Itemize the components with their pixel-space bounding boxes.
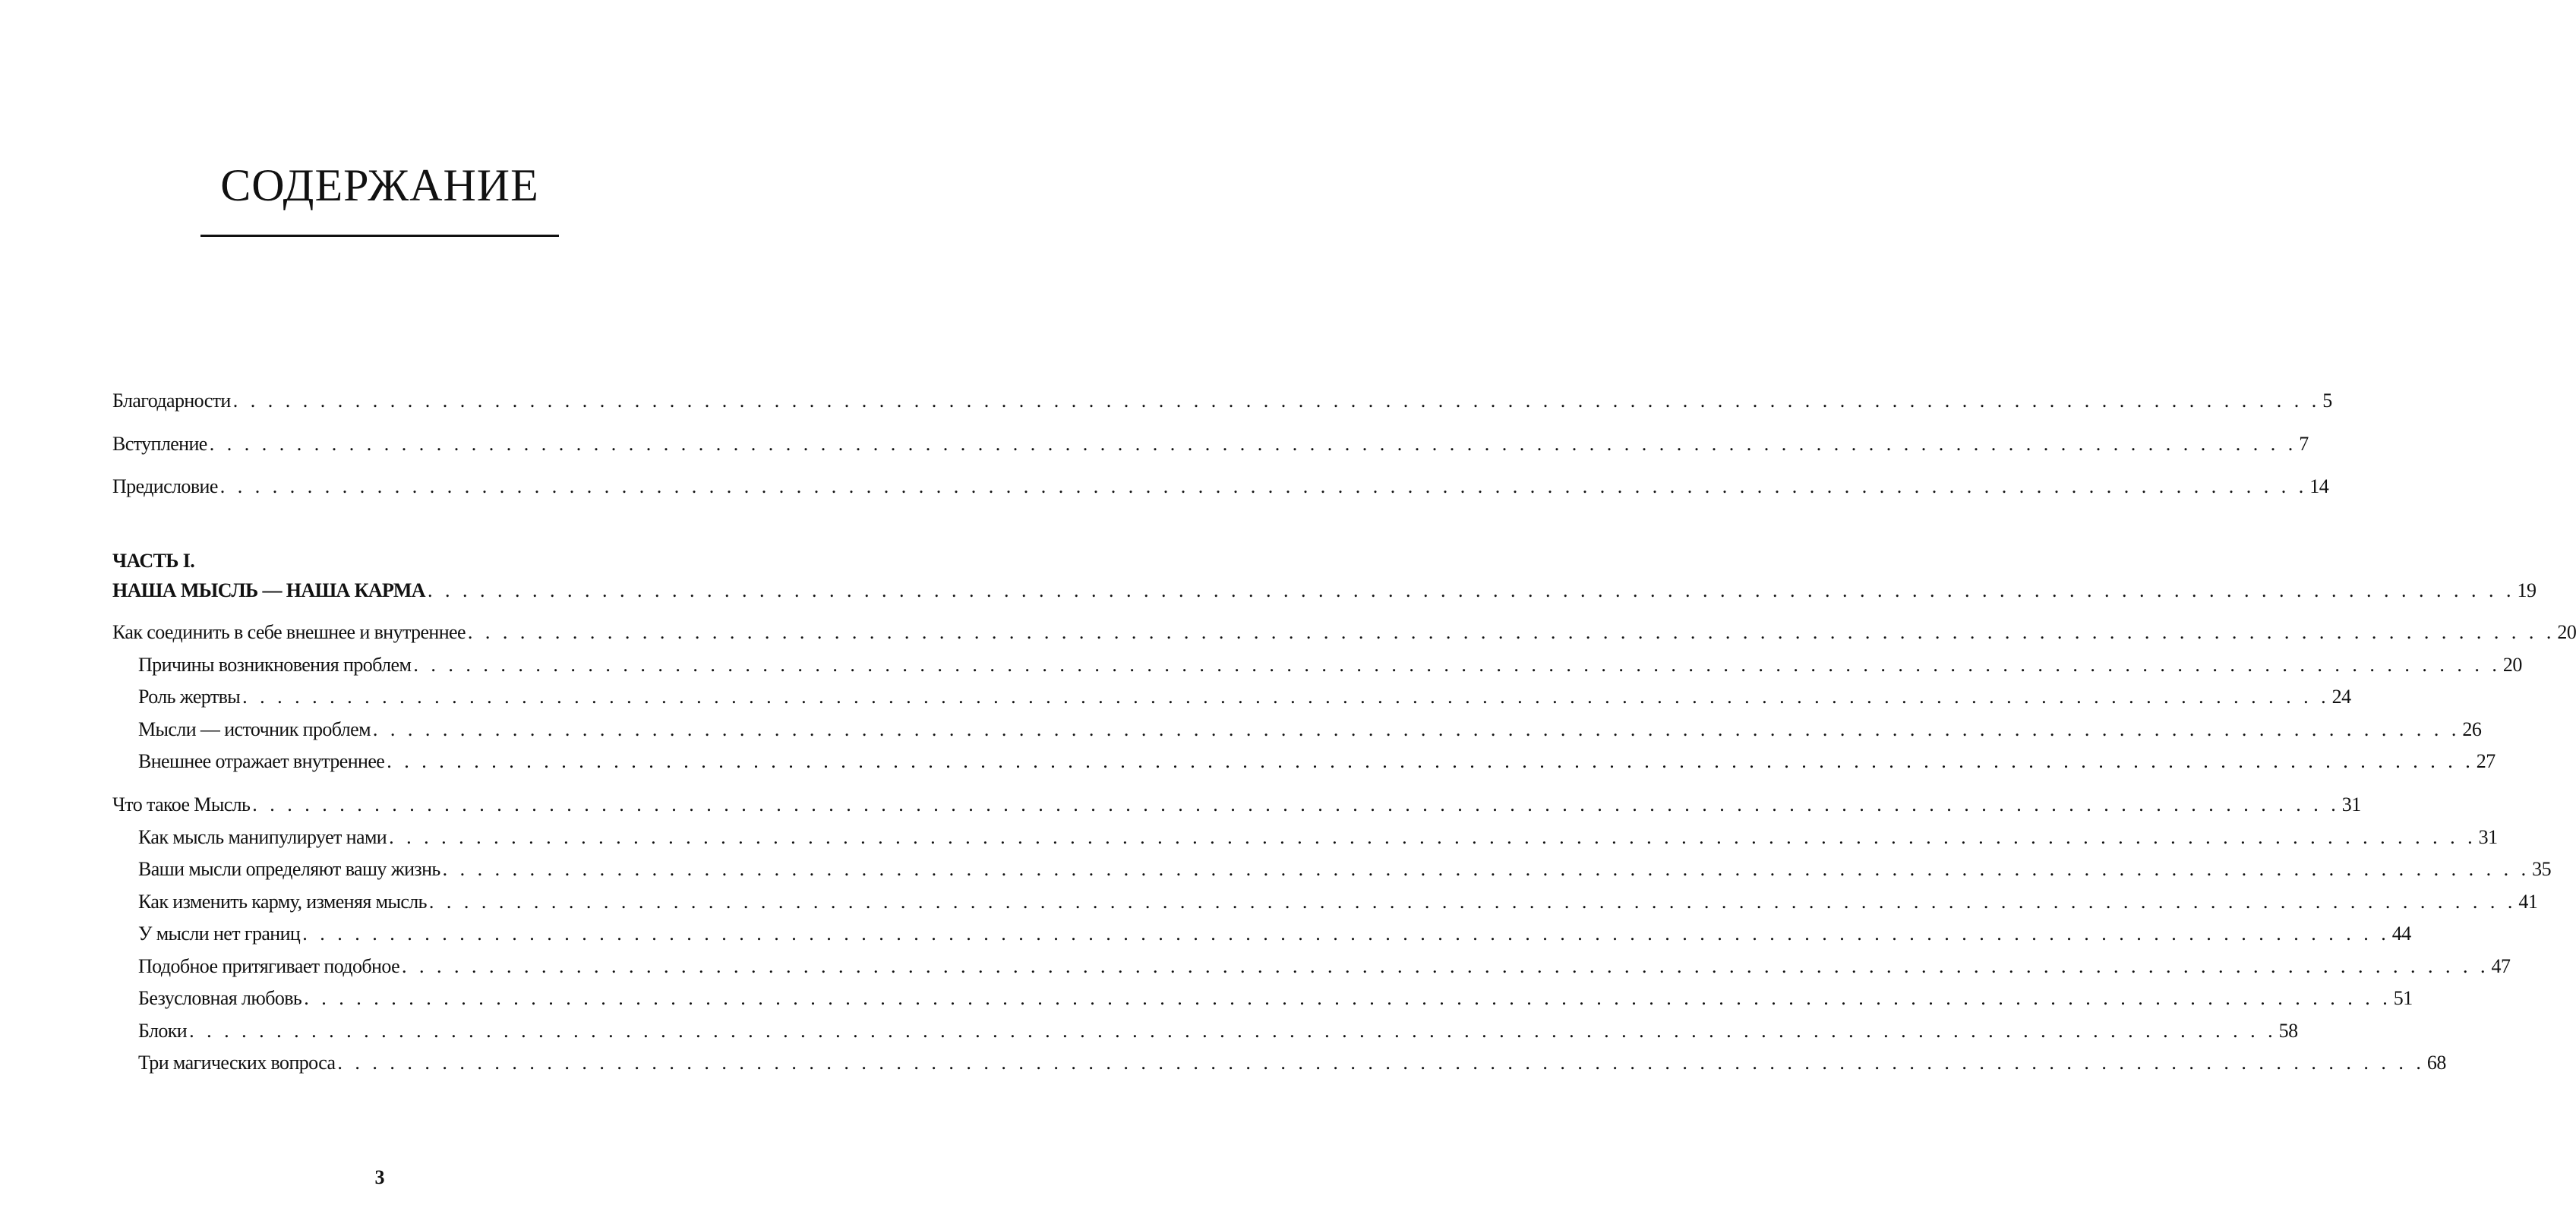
- toc-entry-title: Как соединить в себе внешнее и внутреннее: [112, 621, 466, 643]
- toc-entry-title: Три магических вопроса: [138, 1052, 336, 1074]
- toc-entry-page: 31: [2478, 825, 2498, 848]
- dot-leader: . . . . . . . . . . . . . . . . . . . . . . . . . . . . . . . . . . . . . . . . . . . . . . . . . . . . . . . . . . . . . . . . . . . . . . . . . . . . . . . . . . . . . . . . . . . . . . . . . . . . . . . . . . . . . . . . . . . . . . . .: [209, 433, 2297, 455]
- toc-entry-title: Как изменить карму, изменяя мысль: [138, 890, 427, 913]
- toc-entry[interactable]: [138, 856, 2552, 882]
- dot-leader: . . . . . . . . . . . . . . . . . . . . . . . . . . . . . . . . . . . . . . . . . . . . . . . . . . . . . . . . . . . . . . . . . . . . . . . . . . . . . . . . . . . . . . . . . . . . . . . . . . . . . . . . . . . . . . . . . . . . . . . .: [242, 686, 2330, 708]
- toc-entry-title: Мысли — источник проблем: [138, 718, 371, 740]
- toc-entry-page: 7: [2299, 433, 2309, 455]
- dot-leader: . . . . . . . . . . . . . . . . . . . . . . . . . . . . . . . . . . . . . . . . . . . . . . . . . . . . . . . . . . . . . . . . . . . . . . . . . . . . . . . . . . . . . . . . . . . . . . . . . . . . . . . . . . . . . . . . . . . . . . . .: [389, 825, 2477, 848]
- toc-entry-page: 51: [2393, 987, 2413, 1009]
- dot-leader: . . . . . . . . . . . . . . . . . . . . . . . . . . . . . . . . . . . . . . . . . . . . . . . . . . . . . . . . . . . . . . . . . . . . . . . . . . . . . . . . . . . . . . . . . . . . . . . . . . . . . . . . . . . . . . . . . . . . . . . .: [467, 621, 2555, 643]
- toc-entry-page: 31: [2341, 793, 2361, 815]
- toc-entry-page: 47: [2491, 954, 2511, 977]
- toc-entry[interactable]: [138, 889, 2538, 915]
- toc-entry-title: Что такое Мысль: [112, 793, 251, 815]
- toc-entry-page: 20: [2557, 621, 2576, 643]
- part-number: ЧАСТЬ I.: [112, 550, 195, 572]
- toc-entry-page: 27: [2476, 750, 2496, 772]
- toc-entry-page: 20: [2502, 653, 2522, 676]
- toc-entry[interactable]: [138, 954, 2511, 979]
- toc-entry-title: Безусловная любовь: [138, 987, 302, 1009]
- page-number: 3: [374, 1166, 385, 1188]
- toc-entry-page: 26: [2462, 718, 2482, 740]
- toc-entry[interactable]: [112, 474, 2329, 500]
- toc-entry-title: Внешнее отражает внутреннее: [138, 750, 385, 772]
- toc-entry[interactable]: [138, 1018, 2298, 1044]
- dot-leader: . . . . . . . . . . . . . . . . . . . . . . . . . . . . . . . . . . . . . . . . . . . . . . . . . . . . . . . . . . . . . . . . . . . . . . . . . . . . . . . . . . . . . . . . . . . . . . . . . . . . . . . . . . . . . . . . . . . . . . . .: [442, 858, 2530, 880]
- dot-leader: . . . . . . . . . . . . . . . . . . . . . . . . . . . . . . . . . . . . . . . . . . . . . . . . . . . . . . . . . . . . . . . . . . . . . . . . . . . . . . . . . . . . . . . . . . . . . . . . . . . . . . . . . . . . . . . . . . . . . . . .: [372, 718, 2461, 740]
- toc-entry-title: Роль жертвы: [138, 686, 241, 708]
- toc-entry-page: 41: [2518, 890, 2538, 913]
- dot-leader: . . . . . . . . . . . . . . . . . . . . . . . . . . . . . . . . . . . . . . . . . . . . . . . . . . . . . . . . . . . . . . . . . . . . . . . . . . . . . . . . . . . . . . . . . . . . . . . . . . . . . . . . . . . . . . . . . . . . . . . .: [387, 750, 2474, 772]
- dot-leader: . . . . . . . . . . . . . . . . . . . . . . . . . . . . . . . . . . . . . . . . . . . . . . . . . . . . . . . . . . . . . . . . . . . . . . . . . . . . . . . . . . . . . . . . . . . . . . . . . . . . . . . . . . . . . . . . . . . . . . . .: [337, 1052, 2425, 1074]
- toc-entry-title: У мысли нет границ: [138, 923, 301, 945]
- toc-entry[interactable]: [112, 431, 2309, 457]
- toc-entry[interactable]: [138, 825, 2498, 850]
- dot-leader: . . . . . . . . . . . . . . . . . . . . . . . . . . . . . . . . . . . . . . . . . . . . . . . . . . . . . . . . . . . . . . . . . . . . . . . . . . . . . . . . . . . . . . . . . . . . . . . . . . . . . . . . . . . . . . . . . . . . . . . .: [427, 579, 2515, 601]
- toc-entry-page: 44: [2391, 923, 2411, 945]
- toc-entry-title: Блоки: [138, 1019, 188, 1042]
- toc-entry[interactable]: [112, 620, 2576, 645]
- toc-entry-page: 14: [2309, 475, 2329, 497]
- toc-entry-title: Как мысль манипулирует нами: [138, 825, 387, 848]
- toc-entry[interactable]: [138, 652, 2522, 678]
- toc-entry-page: 35: [2532, 858, 2552, 880]
- dot-leader: . . . . . . . . . . . . . . . . . . . . . . . . . . . . . . . . . . . . . . . . . . . . . . . . . . . . . . . . . . . . . . . . . . . . . . . . . . . . . . . . . . . . . . . . . . . . . . . . . . . . . . . . . . . . . . . . . . . . . . . .: [232, 390, 2321, 412]
- toc-entry[interactable]: [138, 1050, 2446, 1076]
- toc-entry[interactable]: [138, 749, 2496, 774]
- dot-leader: . . . . . . . . . . . . . . . . . . . . . . . . . . . . . . . . . . . . . . . . . . . . . . . . . . . . . . . . . . . . . . . . . . . . . . . . . . . . . . . . . . . . . . . . . . . . . . . . . . . . . . . . . . . . . . . . . . . . . . . .: [304, 987, 2391, 1009]
- toc-entry[interactable]: [138, 986, 2413, 1011]
- dot-leader: . . . . . . . . . . . . . . . . . . . . . . . . . . . . . . . . . . . . . . . . . . . . . . . . . . . . . . . . . . . . . . . . . . . . . . . . . . . . . . . . . . . . . . . . . . . . . . . . . . . . . . . . . . . . . . . . . . . . . . . .: [189, 1019, 2277, 1042]
- toc-entry-title: Подобное притягивает подобное: [138, 954, 400, 977]
- title-underline: [200, 235, 559, 237]
- toc-entry-page: 5: [2322, 390, 2332, 412]
- dot-leader: . . . . . . . . . . . . . . . . . . . . . . . . . . . . . . . . . . . . . . . . . . . . . . . . . . . . . . . . . . . . . . . . . . . . . . . . . . . . . . . . . . . . . . . . . . . . . . . . . . . . . . . . . . . . . . . . . . . . . . . .: [219, 475, 2308, 497]
- toc-entry-title: Вступление: [112, 433, 207, 455]
- toc-entry-title: НАША МЫСЛЬ — НАША КАРМА: [112, 579, 425, 601]
- toc-entry-title: Благодарности: [112, 390, 231, 412]
- dot-leader: . . . . . . . . . . . . . . . . . . . . . . . . . . . . . . . . . . . . . . . . . . . . . . . . . . . . . . . . . . . . . . . . . . . . . . . . . . . . . . . . . . . . . . . . . . . . . . . . . . . . . . . . . . . . . . . . . . . . . . . .: [413, 653, 2501, 676]
- toc-entry[interactable]: [138, 717, 2482, 743]
- toc-entry-page: 68: [2426, 1052, 2446, 1074]
- toc-entry[interactable]: [112, 388, 2332, 414]
- toc-entry-title: Предисловие: [112, 475, 218, 497]
- toc-entry[interactable]: [112, 792, 2361, 818]
- toc-entry-page: 24: [2331, 686, 2351, 708]
- toc-entry[interactable]: [138, 684, 2351, 710]
- toc-entry-page: 58: [2278, 1019, 2298, 1042]
- toc-entry-title: Ваши мысли определяют вашу жизнь: [138, 858, 440, 880]
- dot-leader: . . . . . . . . . . . . . . . . . . . . . . . . . . . . . . . . . . . . . . . . . . . . . . . . . . . . . . . . . . . . . . . . . . . . . . . . . . . . . . . . . . . . . . . . . . . . . . . . . . . . . . . . . . . . . . . . . . . . . . . .: [302, 923, 2390, 945]
- page-title: СОДЕРЖАНИЕ: [220, 160, 539, 210]
- toc-part-entry[interactable]: [112, 578, 2537, 604]
- dot-leader: . . . . . . . . . . . . . . . . . . . . . . . . . . . . . . . . . . . . . . . . . . . . . . . . . . . . . . . . . . . . . . . . . . . . . . . . . . . . . . . . . . . . . . . . . . . . . . . . . . . . . . . . . . . . . . . . . . . . . . . .: [428, 890, 2517, 913]
- dot-leader: . . . . . . . . . . . . . . . . . . . . . . . . . . . . . . . . . . . . . . . . . . . . . . . . . . . . . . . . . . . . . . . . . . . . . . . . . . . . . . . . . . . . . . . . . . . . . . . . . . . . . . . . . . . . . . . . . . . . . . . .: [252, 793, 2340, 815]
- toc-entry-page: 19: [2517, 579, 2537, 601]
- dot-leader: . . . . . . . . . . . . . . . . . . . . . . . . . . . . . . . . . . . . . . . . . . . . . . . . . . . . . . . . . . . . . . . . . . . . . . . . . . . . . . . . . . . . . . . . . . . . . . . . . . . . . . . . . . . . . . . . . . . . . . . .: [402, 954, 2489, 977]
- toc-entry[interactable]: [138, 921, 2411, 947]
- toc-entry-title: Причины возникновения проблем: [138, 653, 412, 676]
